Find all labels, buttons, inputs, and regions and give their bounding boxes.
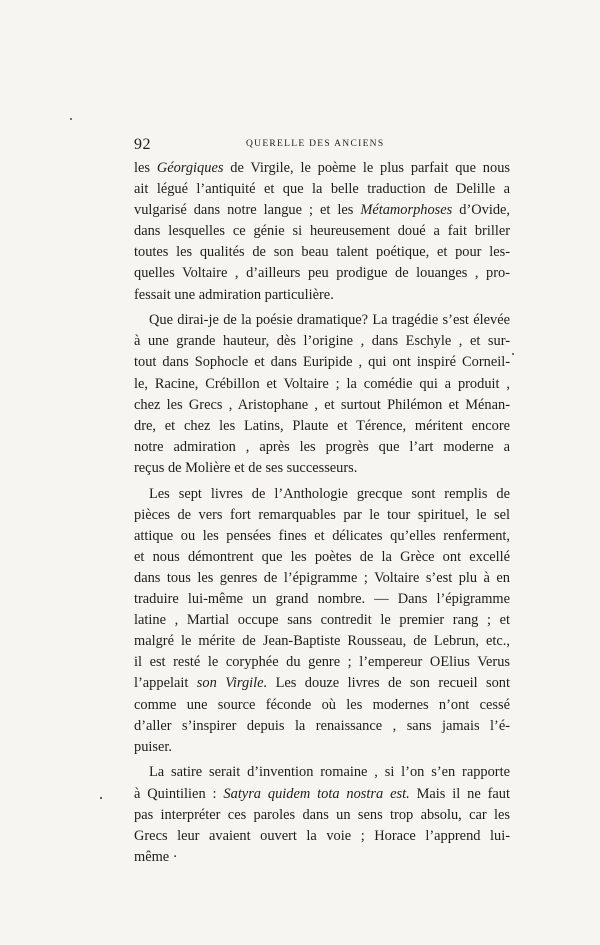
text-run: quelles Voltaire , d’ailleurs peu prodigue de louanges , pro- xyxy=(134,265,510,282)
text-run: Mais il ne faut xyxy=(409,785,510,802)
italic-text: Métamorphoses xyxy=(360,202,453,219)
text-run: chez les Grecs , Aristophane , et surtout Philémon et Ménan- xyxy=(134,396,510,413)
text-run: pièces de vers fort remarquables par le tour spirituel, le sel xyxy=(134,506,510,523)
text-run: d’aller s’inspirer depuis la renaissance , sans jamais l’é- xyxy=(134,717,510,734)
text-line xyxy=(134,395,510,416)
text-run: notre admiration , après les progrès que l’art moderne a xyxy=(134,438,510,455)
text-run: ait légué l’antiquité et que la belle traduction de Delille a xyxy=(134,181,510,198)
text-line xyxy=(134,242,510,263)
running-head: QUERELLE DES ANCIENS xyxy=(246,139,385,149)
text-line xyxy=(134,589,510,610)
text-line xyxy=(134,310,510,331)
text-line xyxy=(134,610,510,631)
text-run: traduire lui-même un grand nombre. — Dans l’épigramme xyxy=(134,591,510,608)
text-run: l’appelait xyxy=(134,675,197,692)
text-line xyxy=(134,352,510,373)
page-number: 92 xyxy=(134,136,151,153)
text-line xyxy=(134,437,510,458)
text-run: dans lesquelles ce génie si heureusement doué a fait briller xyxy=(134,223,510,240)
text-run: il est resté le coryphée du genre ; l’empereur OElius Verus xyxy=(134,654,510,671)
paragraph xyxy=(134,762,510,867)
text-line xyxy=(134,737,510,758)
text-run: d’Ovide, xyxy=(452,202,511,219)
paragraph xyxy=(134,484,510,758)
text-line xyxy=(134,784,510,805)
text-line xyxy=(134,263,510,284)
paragraph xyxy=(134,310,510,479)
text-run: Grecs leur avaient ouvert la voie ; Horace l’apprend lui- xyxy=(134,827,510,844)
text-line xyxy=(134,631,510,652)
text-run: Les douze livres de son recueil sont xyxy=(267,675,510,692)
text-run: tout dans Sophocle et dans Euripide , qui ont inspiré Corneil- xyxy=(134,354,510,371)
text-line xyxy=(134,200,510,221)
text-run: latine , Martial occupe sans contredit le premier rang ; et xyxy=(134,612,510,629)
text-run: les xyxy=(134,160,157,176)
text-line xyxy=(134,673,510,694)
text-run: malgré le mérite de Jean-Baptiste Rousseau, de Lebrun, etc., xyxy=(134,633,510,650)
text-run: vulgarisé dans notre langue ; et les xyxy=(134,202,361,219)
text-line xyxy=(134,285,510,306)
text-line xyxy=(134,505,510,526)
text-line xyxy=(134,547,510,568)
text-run: La satire serait d’invention romaine , si l’on s’en rapporte xyxy=(149,764,510,781)
text-line xyxy=(134,568,510,589)
text-run: même · xyxy=(134,848,178,865)
text-run: puiser. xyxy=(134,738,172,755)
text-line xyxy=(134,179,510,200)
italic-text: Satyra quidem tota nostra est. xyxy=(223,785,410,802)
text-line xyxy=(134,762,510,783)
text-run: le, Racine, Crébillon et Voltaire ; la comédie qui a produit , xyxy=(134,375,510,392)
text-line xyxy=(134,652,510,673)
text-run: fessait une admiration particulière. xyxy=(134,286,334,303)
print-speck xyxy=(70,118,72,120)
text-run: de Virgile, le poème le plus parfait que nous xyxy=(223,160,510,176)
text-line xyxy=(134,716,510,737)
text-line xyxy=(134,331,510,352)
text-run: toutes les qualités de son beau talent poétique, et pour les- xyxy=(134,244,510,261)
text-run: Que dirai-je de la poésie dramatique? La tragédie s’est élevée xyxy=(149,312,510,329)
text-line xyxy=(134,826,510,847)
text-run: à une grande hauteur, dès l’origine , dans Eschyle , et sur- xyxy=(134,333,510,350)
body-text xyxy=(134,158,510,868)
text-run: reçus de Molière et de ses successeurs. xyxy=(134,459,358,476)
text-line xyxy=(134,526,510,547)
text-run: et nous démontrent que les poètes de la Grèce ont excellé xyxy=(134,548,510,565)
text-line xyxy=(134,221,510,242)
text-line xyxy=(134,458,510,479)
text-line xyxy=(134,158,510,179)
text-run: Les sept livres de l’Anthologie grecque sont remplis de xyxy=(149,485,510,502)
text-line xyxy=(134,695,510,716)
text-line xyxy=(134,416,510,437)
text-run: à Quintilien : xyxy=(134,785,224,802)
text-run: dans tous les genres de l’épigramme ; Voltaire s’est plu à en xyxy=(134,569,510,586)
text-line xyxy=(134,847,510,868)
text-run: attique ou les pensées fines et délicates qu’elles renferment, xyxy=(134,527,510,544)
text-run: pas interpréter ces paroles dans un sens trop absolu, car les xyxy=(134,806,510,823)
text-line xyxy=(134,805,510,826)
page-header xyxy=(134,136,510,154)
text-run: dre, et chez les Latins, Plaute et Térence, méritent encore xyxy=(134,417,510,434)
print-speck xyxy=(512,353,514,355)
print-speck xyxy=(100,797,102,799)
italic-text: son Virgile. xyxy=(196,675,268,692)
paragraph xyxy=(134,158,510,306)
text-line xyxy=(134,484,510,505)
text-line xyxy=(134,374,510,395)
text-run: comme une source féconde où les modernes n’ont cessé xyxy=(134,696,510,713)
italic-text: Géorgiques xyxy=(156,160,224,176)
